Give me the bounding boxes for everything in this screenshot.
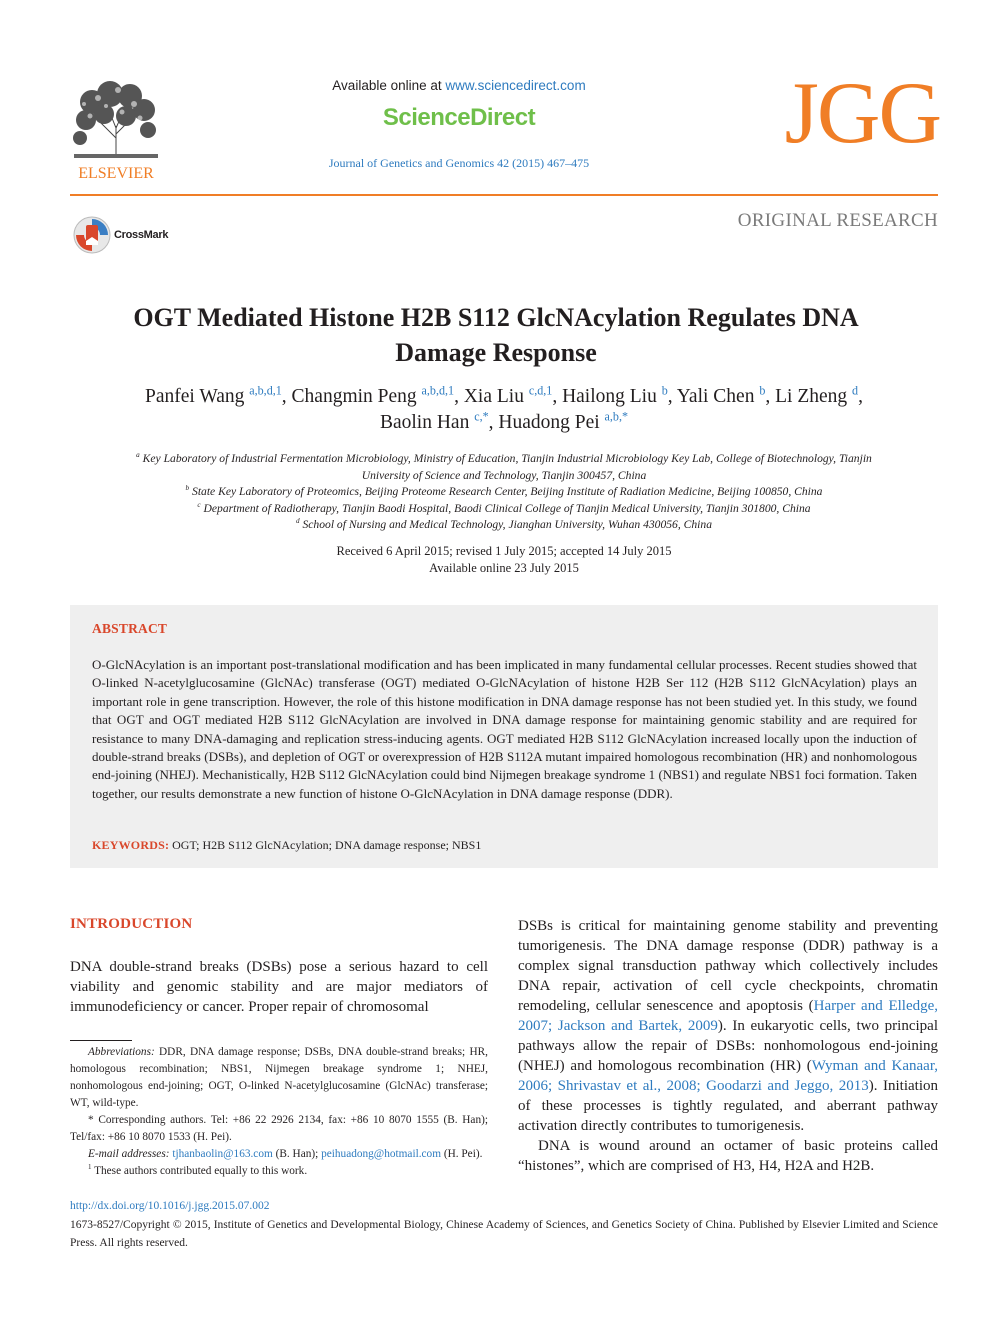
received-dates: Received 6 April 2015; revised 1 July 2015; accepted 14 July 2015 bbox=[336, 544, 672, 558]
footnote-rule bbox=[70, 1040, 132, 1041]
journal-reference[interactable]: Journal of Genetics and Genomics 42 (2015) 467‒475 bbox=[328, 156, 590, 170]
article-dates bbox=[70, 543, 938, 577]
affiliation-c: $^c$ Department of Radiotherapy, Tianjin Baodi Hospital, Baodi Clinical College of Tianjin Medical University, Tianjin 301800, China bbox=[197, 500, 811, 515]
crossmark-label: CrossMark bbox=[114, 229, 169, 241]
keywords-label: KEYWORDS: bbox=[92, 838, 170, 852]
publisher-name: ELSEVIER bbox=[78, 165, 154, 182]
author-name: Huadong Pei bbox=[498, 412, 600, 433]
intro-column-2 bbox=[518, 916, 938, 1176]
article-section: ORIGINAL RESEARCH bbox=[737, 210, 938, 231]
citation-link[interactable]: Harper and Elledge, 2007; Jackson and Bartek, 2009 bbox=[518, 998, 939, 1034]
author-name: Panfei Wang bbox=[145, 386, 245, 407]
intro-paragraph-1: DSBs is critical for maintaining genome stability and preventing tumorigenesis. The DNA damage response (DDR) pathway is a complex signal transduction pathway which collectively includes DNA repair, activation of cell cycle checkpoints, chromatin remodeling, cellular senescence and apoptosis (Harper and Elledge, 2007; Jackson and Bartek, 2009). In eukaryotic cells, two principal pathways allow the repair of DSBs: nonhomologous end-joining (NHEJ) and homologous recombination (HR) (Wyman and Kanaar, 2006; Shrivastav et al., 2008; Goodarzi and Jeggo, 2013). Initiation of these processes is tightly regulated, and aberrant pathway activation directly contributes to tumorigenesis. bbox=[518, 918, 939, 1134]
article-title bbox=[90, 300, 902, 370]
intro-paragraph-2: DNA is wound around an octamer of basic proteins called “histones”, which are comprised of H3, H4, H2A and H2B. bbox=[518, 1138, 938, 1174]
author-affil-marks[interactable]: c,* bbox=[474, 409, 489, 424]
abstract-text: O-GlcNAcylation is an important post-translational modification and has been implicated in many fundamental cellular processes. Recent studies showed that O-linked N-acetylglucosamine (GlcNAc) transferase (OGT) mediated O-GlcNAcylation of histone H2B Ser 112 (H2B S112 GlcNAcylation) plays an important role in gene transcription. However, the role of this histone modification in DNA damage response has not been studied yet. In this study, we found that OGT and OGT mediated H2B S112 GlcNAcylation are involved in DNA damage response for maintaining genomic stability and are required for resistance to many DNA-damaging and replication stress-inducing agents. OGT mediated H2B S112 GlcNAcylation increased locally upon the induction of double-strand breaks (DSBs), and depletion of OGT or overexpression of H2B S112A mutant impaired homologous recombination (HR) and nonhomologous end-joining (NHEJ). Mechanistically, H2B S112 GlcNAcylation could bind Nijmegen breakage syndrome 1 (NBS1) and regulate NBS1 foci formation. Taken together, our results demonstrate a new function of histone O-GlcNAcylation in DNA damage response (DDR). bbox=[92, 657, 917, 801]
sciencedirect-url-link[interactable]: www.sciencedirect.com bbox=[445, 78, 586, 93]
author-name: Baolin Han bbox=[379, 412, 470, 433]
footnotes bbox=[70, 1044, 488, 1180]
keywords-line bbox=[92, 838, 917, 853]
citation-link[interactable]: Wyman and Kanaar, 2006; Shrivastav et al., 2008; Goodarzi and Jeggo, 2013 bbox=[518, 1058, 938, 1094]
doi-link[interactable]: http://dx.doi.org/10.1016/j.jgg.2015.07.002 bbox=[70, 1200, 270, 1212]
author-name: Yali Chen bbox=[676, 386, 755, 407]
elsevier-logo bbox=[70, 78, 162, 182]
abbreviations-footnote: Abbreviations: DDR, DNA damage response; DSBs, DNA double-strand breaks; HR, homologous recombination; NBS1, Nijmegen breakage syndrome 1; NHEJ, nonhomologous end-joining; OGT, O-linked N-acetylglucosamine (GlcNAc) transferase; WT, wild-type. bbox=[70, 1046, 488, 1109]
email-link-pei[interactable]: peihuadong@hotmail.com bbox=[321, 1148, 441, 1160]
affiliations bbox=[70, 451, 938, 534]
affiliation-b: $^b$ State Key Laboratory of Proteomics, Beijing Proteome Research Center, Beijing Institute of Radiation Medicine, Beijing 100850, China bbox=[185, 484, 823, 498]
author-name: Xia Liu bbox=[463, 386, 524, 407]
available-online-line bbox=[300, 78, 618, 93]
email-link-han[interactable]: tjhanbaolin@163.com bbox=[172, 1148, 273, 1160]
online-date: Available online 23 July 2015 bbox=[429, 561, 579, 575]
keywords-list: OGT; H2B S112 GlcNAcylation; DNA damage response; NBS1 bbox=[172, 838, 482, 852]
author-name: Changmin Peng bbox=[291, 386, 417, 407]
author-affil-marks[interactable]: b bbox=[759, 383, 766, 398]
copyright-notice: 1673-8527/Copyright © 2015, Institute of Genetics and Developmental Biology, Chinese Academy of Sciences, and Genetics Society of China. Published by Elsevier Limited and Science Press. All rights reserved. bbox=[70, 1219, 938, 1249]
author-list: Panfei Wang $^{a,b,d,1}$, Changmin Peng $^{a,b,d,1}$, Xia Liu $^{c,d,1}$, Hailong Liu $^b$, Yali Chen $^b$, Li Zheng $^d$, Baolin Han $^{c,*}$, Huadong Pei $^{a,b,*}$ bbox=[145, 383, 863, 433]
author-affil-marks[interactable]: d bbox=[852, 383, 859, 398]
affiliation-d: $^d$ School of Nursing and Medical Technology, Jianghan University, Wuhan 430056, China bbox=[295, 517, 713, 531]
corresponding-footnote: * Corresponding authors. Tel: +86 22 2926 2134, fax: +86 10 8070 1555 (B. Han); Tel/fax: +86 10 8070 1533 (H. Pei). bbox=[70, 1114, 488, 1143]
journal-logo: JGG bbox=[784, 65, 940, 162]
available-prefix: Available online at bbox=[332, 78, 446, 93]
title-line-2: Damage Response bbox=[395, 338, 597, 367]
sciencedirect-logo: ScienceDirect bbox=[382, 104, 536, 131]
introduction-heading: INTRODUCTION bbox=[70, 916, 193, 932]
author-affil-marks[interactable]: a,b,* bbox=[604, 409, 629, 424]
author-affil-marks[interactable]: a,b,d,1 bbox=[421, 383, 455, 398]
email-footnote: E-mail addresses: tjhanbaolin@163.com (B. Han); peihuadong@hotmail.com (H. Pei). bbox=[88, 1148, 483, 1160]
equal-contribution-footnote: $^1$ These authors contributed equally to this work. bbox=[88, 1163, 308, 1177]
crossmark-icon bbox=[72, 215, 112, 255]
author-affil-marks[interactable]: a,b,d,1 bbox=[249, 383, 282, 398]
author-affil-marks[interactable]: c,d,1 bbox=[528, 383, 553, 398]
affiliation-a-cont: University of Science and Technology, Tianjin 300457, China bbox=[361, 468, 647, 482]
intro-column-1-text: DNA double-strand breaks (DSBs) pose a serious hazard to cell viability and genomic stability and are major mediators of immunodeficiency or cancer. Proper repair of chromosomal bbox=[70, 959, 488, 1015]
abstract-heading: ABSTRACT bbox=[92, 621, 168, 636]
affiliation-a: $^a$ Key Laboratory of Industrial Fermentation Microbiology, Ministry of Education, Tianjin Industrial Microbiology Key Lab, College of Biotechnology, Tianjin bbox=[136, 451, 872, 465]
elsevier-tree-icon bbox=[70, 78, 162, 182]
author-name: Hailong Liu bbox=[562, 386, 657, 407]
header-rule bbox=[70, 194, 938, 196]
author-name: Li Zheng bbox=[775, 386, 848, 407]
title-line-1: OGT Mediated Histone H2B S112 GlcNAcylation Regulates DNA bbox=[133, 303, 859, 332]
author-affil-marks[interactable]: b bbox=[661, 383, 668, 398]
